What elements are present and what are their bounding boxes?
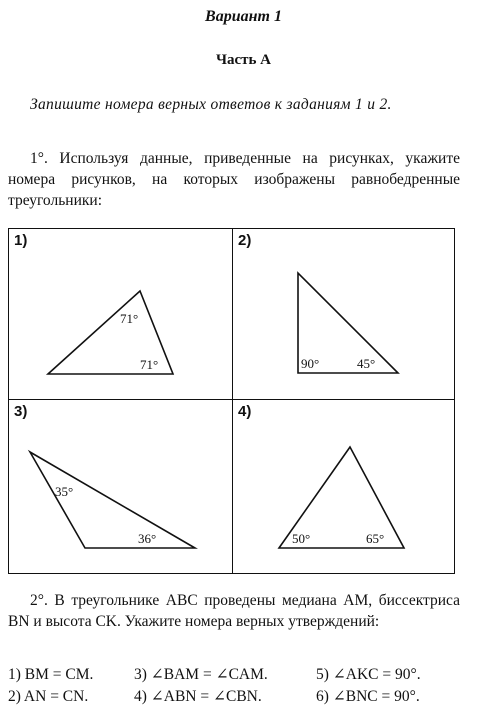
figure-2-angle-right: 90° [301, 356, 320, 371]
figure-4-label: 4) [238, 403, 252, 420]
figure-2-label: 2) [238, 232, 252, 249]
figure-1-angle-top: 71° [120, 311, 139, 326]
figure-4-angle-left: 50° [292, 531, 311, 546]
part-title: Часть А [215, 52, 272, 68]
figure-3-label: 3) [14, 403, 28, 420]
figure-4-angle-right: 65° [366, 531, 385, 546]
triangle-3 [30, 452, 195, 548]
figure-3-angle-left: 35° [55, 484, 74, 499]
option-4: 4) ∠ABN = ∠CBN. [134, 688, 262, 705]
option-3: 3) ∠BAM = ∠CAM. [134, 666, 268, 683]
option-2: 2) AN = CN. [8, 688, 89, 705]
figure-1-label: 1) [14, 232, 28, 249]
figure-3-angle-bottom: 36° [138, 531, 157, 546]
instruction-text: Запишите номера верных ответов к заданиям 1 и 2. [30, 96, 392, 113]
task1-text: 1°. Используя данные, приведенные на рисунках, укажите номера рисунков, на которых изображены равнобедренные треугольники: [8, 150, 460, 209]
option-6: 6) ∠BNC = 90°. [316, 688, 420, 705]
figure-2-angle-acute: 45° [357, 356, 376, 371]
task2-text: 2°. В треугольнике ABC проведены медиана AM, биссектриса BN и высота CK. Укажите номера верных утверждений: [8, 592, 460, 630]
option-5: 5) ∠AKC = 90°. [316, 666, 421, 683]
variant-title: Вариант 1 [205, 8, 282, 25]
figure-1-angle-bottom: 71° [140, 357, 159, 372]
option-1: 1) BM = CM. [8, 666, 94, 683]
